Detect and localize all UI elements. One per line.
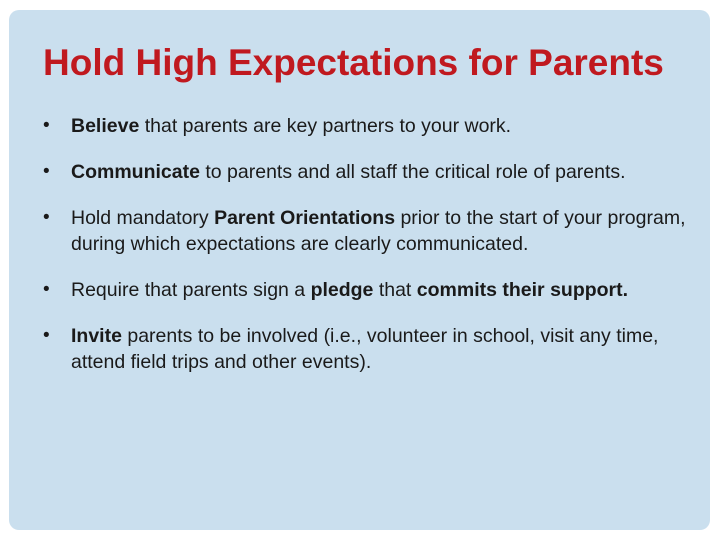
bullet-text-bold: Believe bbox=[71, 115, 140, 137]
bullet-dot: • bbox=[43, 325, 50, 346]
bullet-text: parents to be involved (i.e., volunteer in school, visit any time, attend field trips and other events). bbox=[71, 325, 659, 373]
bullet-text-bold: Parent Orientations bbox=[214, 207, 396, 229]
bullet-text: to parents and all staff the critical role of parents. bbox=[199, 161, 626, 183]
bullet-text-bold: Communicate bbox=[71, 161, 200, 183]
bullet-dot: • bbox=[43, 279, 50, 300]
bullet-text-bold: pledge bbox=[310, 279, 374, 301]
bullet-text: that parents are key partners to your work. bbox=[139, 115, 512, 137]
bullet-item-communicate bbox=[43, 159, 693, 185]
bullet-dot: • bbox=[43, 115, 50, 136]
bullet-text: Require that parents sign a bbox=[71, 279, 311, 301]
bullet-text: prior to the start of your program, during which expectations are clearly communicated. bbox=[71, 207, 686, 255]
bullet-item-orientations bbox=[43, 205, 693, 257]
bullet-item-invite bbox=[43, 323, 693, 375]
bullet-text: Hold mandatory bbox=[71, 207, 215, 229]
slide-panel bbox=[9, 10, 710, 530]
bullet-text: that bbox=[373, 279, 417, 301]
slide-title: Hold High Expectations for Parents bbox=[43, 42, 664, 83]
bullet-item-pledge bbox=[43, 277, 693, 303]
bullet-list bbox=[43, 113, 693, 395]
bullet-dot: • bbox=[43, 207, 50, 228]
bullet-text-bold: commits their support. bbox=[416, 279, 629, 301]
bullet-item-believe bbox=[43, 113, 693, 139]
bullet-dot: • bbox=[43, 161, 50, 182]
bullet-text-bold: Invite bbox=[71, 325, 122, 347]
